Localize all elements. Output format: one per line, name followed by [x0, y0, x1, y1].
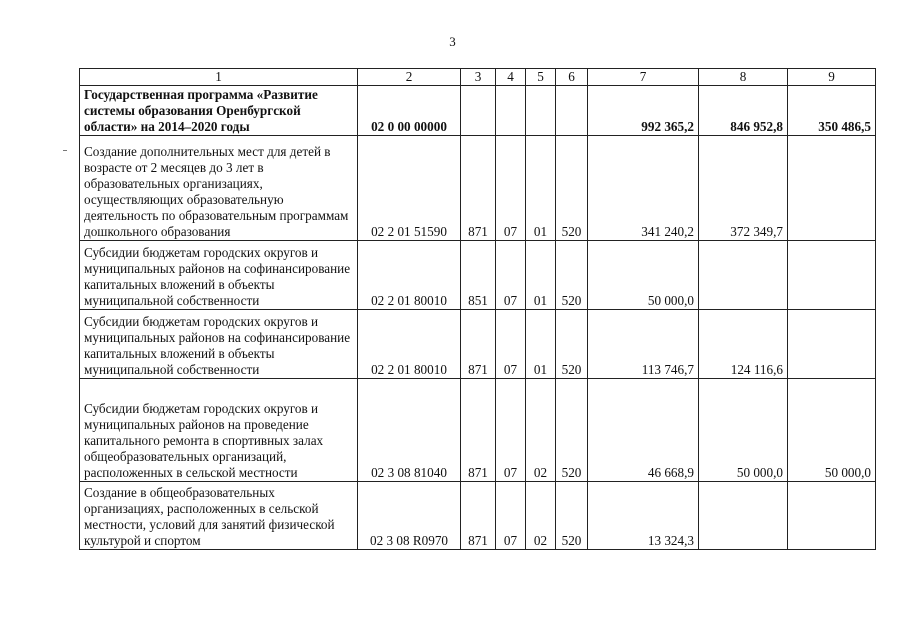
column-header: 2 — [358, 69, 461, 86]
classification-code: 02 3 08 R0970 — [358, 482, 461, 550]
amount-8: 372 349,7 — [699, 136, 788, 241]
cell-3: 871 — [461, 310, 496, 379]
amount-7: 113 746,7 — [588, 310, 699, 379]
column-header: 4 — [496, 69, 526, 86]
cell-3: 851 — [461, 241, 496, 310]
cell-5: 02 — [526, 482, 556, 550]
table-row — [80, 310, 876, 379]
amount-9: 50 000,0 — [788, 379, 876, 482]
amount-8 — [699, 241, 788, 310]
column-header: 7 — [588, 69, 699, 86]
amount-8: 50 000,0 — [699, 379, 788, 482]
classification-code: 02 2 01 80010 — [358, 241, 461, 310]
amount-9 — [788, 241, 876, 310]
table-row — [80, 379, 876, 482]
scan-artifact — [63, 150, 67, 151]
row-name: Государственная программа «Развитие системы образования Оренбургской области» на 2014–2020 годы — [80, 86, 358, 136]
classification-code: 02 2 01 80010 — [358, 310, 461, 379]
row-name: Субсидии бюджетам городских округов и муниципальных районов на софинансирование капитальных вложений в объекты муниципальной собственности — [80, 310, 358, 379]
classification-code: 02 3 08 81040 — [358, 379, 461, 482]
amount-7: 50 000,0 — [588, 241, 699, 310]
cell-5: 02 — [526, 379, 556, 482]
amount-7: 13 324,3 — [588, 482, 699, 550]
row-name: Субсидии бюджетам городских округов и муниципальных районов на проведение капитального ремонта в спортивных залах общеобразовательных организаций, расположенных в сельской местности — [80, 379, 358, 482]
amount-8 — [699, 482, 788, 550]
cell-4 — [496, 86, 526, 136]
cell-6: 520 — [556, 310, 588, 379]
table-row — [80, 136, 876, 241]
amount-8: 846 952,8 — [699, 86, 788, 136]
cell-4: 07 — [496, 241, 526, 310]
cell-4: 07 — [496, 379, 526, 482]
column-header: 9 — [788, 69, 876, 86]
amount-9 — [788, 482, 876, 550]
amount-7: 341 240,2 — [588, 136, 699, 241]
cell-6: 520 — [556, 241, 588, 310]
cell-5: 01 — [526, 136, 556, 241]
cell-4: 07 — [496, 136, 526, 241]
row-name: Создание дополнительных мест для детей в возрасте от 2 месяцев до 3 лет в образовательных организациях, осуществляющих образовательную деятельность по образовательным программам дошкольного образования — [80, 136, 358, 241]
amount-7: 46 668,9 — [588, 379, 699, 482]
column-header: 6 — [556, 69, 588, 86]
cell-6: 520 — [556, 482, 588, 550]
cell-3: 871 — [461, 136, 496, 241]
amount-8: 124 116,6 — [699, 310, 788, 379]
cell-3 — [461, 86, 496, 136]
column-header: 1 — [80, 69, 358, 86]
column-header: 8 — [699, 69, 788, 86]
table-row — [80, 86, 876, 136]
table-row — [80, 241, 876, 310]
cell-4: 07 — [496, 310, 526, 379]
amount-7: 992 365,2 — [588, 86, 699, 136]
cell-4: 07 — [496, 482, 526, 550]
cell-5 — [526, 86, 556, 136]
classification-code: 02 2 01 51590 — [358, 136, 461, 241]
budget-table — [79, 68, 876, 550]
column-header: 3 — [461, 69, 496, 86]
row-name: Субсидии бюджетам городских округов и муниципальных районов на софинансирование капитальных вложений в объекты муниципальной собственности — [80, 241, 358, 310]
column-header: 5 — [526, 69, 556, 86]
cell-5: 01 — [526, 241, 556, 310]
row-name: Создание в общеобразовательных организациях, расположенных в сельской местности, условий для занятий физической культурой и спортом — [80, 482, 358, 550]
table-row — [80, 482, 876, 550]
classification-code: 02 0 00 00000 — [358, 86, 461, 136]
header-row — [80, 69, 876, 86]
cell-3: 871 — [461, 379, 496, 482]
cell-6: 520 — [556, 379, 588, 482]
cell-6: 520 — [556, 136, 588, 241]
cell-6 — [556, 86, 588, 136]
page-number: 3 — [449, 34, 456, 49]
amount-9: 350 486,5 — [788, 86, 876, 136]
amount-9 — [788, 136, 876, 241]
cell-5: 01 — [526, 310, 556, 379]
amount-9 — [788, 310, 876, 379]
cell-3: 871 — [461, 482, 496, 550]
